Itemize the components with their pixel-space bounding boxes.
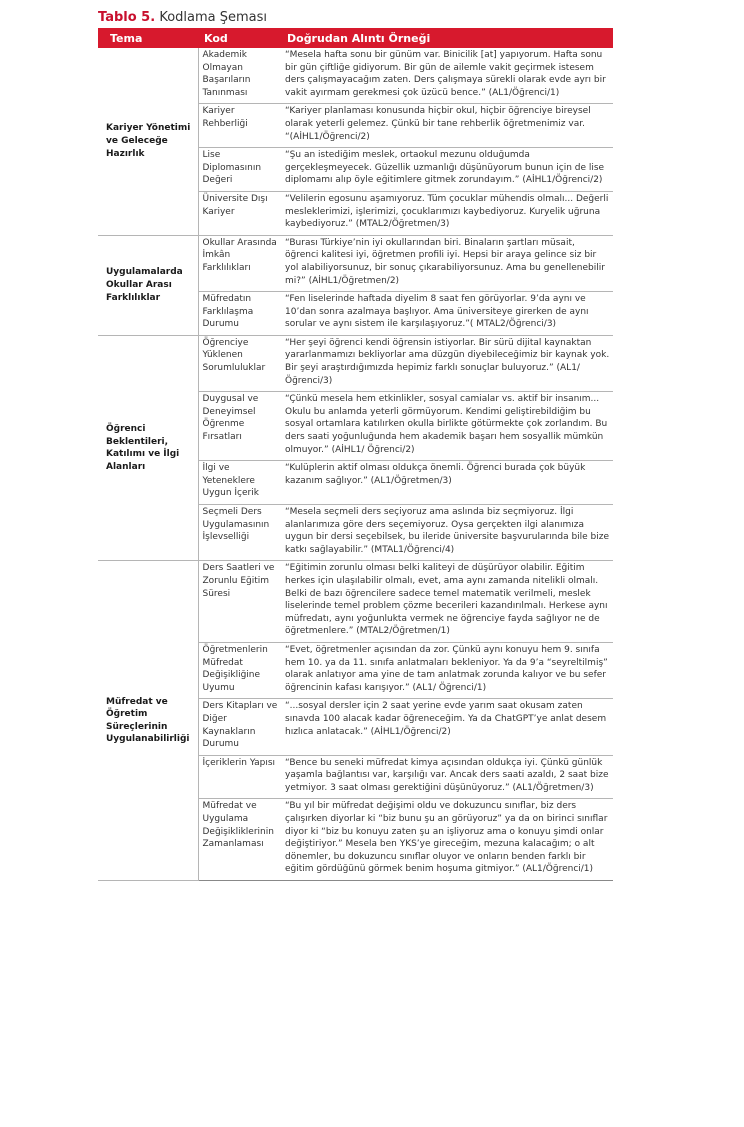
theme-cell: Öğrenci Beklentileri, Katılımı ve İlgi Alanları	[98, 335, 198, 561]
table-caption-title: Kodlama Şeması	[159, 10, 268, 25]
table-caption-label: Tablo 5.	[98, 10, 156, 25]
quote-cell: “Şu an istediğim meslek, ortaokul mezunu olduğumda gerçekleşmeyecek. Güzellik uzmanlığı düşünüyorum bunun için de lise diplomamı alıp öyle eğitimlere gitmek zorundayım.” (AİHL1/Öğrenci/2)	[281, 148, 613, 192]
quote-cell: “Fen liselerinde haftada diyelim 8 saat fen görüyorlar. 9’da aynı ve 10’dan sonra azalmaya başlıyor. Ama üniversiteye girerken de aynı sorular ve aynı sistem ile karşılaşıyoruz.”( MTAL2/Öğrenci/3)	[281, 292, 613, 336]
code-cell: Öğretmenlerin Müfredat Değişikliğine Uyumu	[198, 642, 281, 698]
theme-cell: Kariyer Yönetimi ve Geleceğe Hazırlık	[98, 48, 198, 235]
quote-cell: “Eğitimin zorunlu olması belki kaliteyi de düşürüyor olabilir. Eğitim herkes için ulaşılabilir olmalı, evet, ama aynı zamanda nitelikli olmalı. Belki de bazı öğrencilere sadece temel matematik verilmeli, meslek liselerinde temel problem çözme becerileri kazandırılmalı. Herkese aynı müfredatı, aynı yoğunlukta vermek ne öğrenciye fayda sağlıyor ne de öğretmenlere.” (MTAL2/Öğretmen/1)	[281, 561, 613, 643]
code-cell: Müfredat ve Uygulama Değişikliklerinin Zamanlaması	[198, 799, 281, 881]
table-body	[98, 48, 613, 881]
code-cell: Duygusal ve Deneyimsel Öğrenme Fırsatları	[198, 392, 281, 461]
code-cell: Ders Saatleri ve Zorunlu Eğitim Süresi	[198, 561, 281, 643]
table-row	[98, 335, 613, 391]
header-code: Kod	[198, 28, 281, 48]
code-cell: Kariyer Rehberliği	[198, 104, 281, 148]
quote-cell: “Mesela seçmeli ders seçiyoruz ama aslında biz seçmiyoruz. İlgi alanlarımıza göre ders seçemiyoruz. Oysa gerçekten ilgi alanımıza uygun bir dersi seçebilsek, bu ileride üniversite başvurularında bile bize katkı sağlayabilir.” (MTAL1/Öğrenci/4)	[281, 505, 613, 561]
code-cell: Okullar Arasında İmkân Farklılıkları	[198, 235, 281, 291]
quote-cell: “Burası Türkiye’nin iyi okullarından biri. Binaların şartları müsait, öğrenci kalitesi iyi, öğretmen profili iyi. Hepsi bir araya gelince siz bir yol alabiliyorsunuz, bir sonuç çıkarabiliyorsunuz. Ama bu genellenebilir mi?” (AİHL1/Öğretmen/2)	[281, 235, 613, 291]
table-row	[98, 48, 613, 104]
code-cell: İçeriklerin Yapısı	[198, 755, 281, 799]
quote-cell: “Kariyer planlaması konusunda hiçbir okul, hiçbir öğrenciye bireysel olarak yeterli gelemez. Çünkü bir tane rehberlik öğretmenimiz var. “(AİHL1/Öğrenci/2)	[281, 104, 613, 148]
table-row	[98, 235, 613, 291]
code-cell: Ders Kitapları ve Diğer Kaynakların Durumu	[198, 699, 281, 755]
coding-scheme-table	[98, 28, 613, 881]
table-header	[98, 28, 613, 48]
code-cell: İlgi ve Yeteneklere Uygun İçerik	[198, 461, 281, 505]
header-theme: Tema	[98, 28, 198, 48]
header-quote: Doğrudan Alıntı Örneği	[281, 28, 613, 48]
table-row	[98, 561, 613, 643]
quote-cell: “Çünkü mesela hem etkinlikler, sosyal camialar vs. aktif bir insanım... Okulu bu anlamda yeterli görmüyorum. Kendimi geliştirebildiğim bu sosyal ortamlara katılırken okulla birlikte götürmekte çok zorlandım. Bu ders saati yoğunluğunda hem akademik başarı hem sosyallik mümkün olmuyor.” (AİHL1/ Öğrenci/2)	[281, 392, 613, 461]
code-cell: Öğrenciye Yüklenen Sorumluluklar	[198, 335, 281, 391]
quote-cell: “...sosyal dersler için 2 saat yerine evde yarım saat okusam zaten sınavda 100 alacak kadar öğreneceğim. Ya da ChatGPT’ye anlat desem hızlıca anlatacak.” (AİHL1/Öğrenci/2)	[281, 699, 613, 755]
quote-cell: “Bu yıl bir müfredat değişimi oldu ve dokuzuncu sınıflar, biz ders çalışırken diyorlar ki “biz bunu şu an görüyoruz” ya da on birinci sınıflar diyor ki “biz bu konuyu zaten şu an işliyoruz ama o konuyu şimdi onlar değiştiriyor.” Mesela ben YKS’ye gireceğim, mezuna kalacağım; o alt dönemler, bu dokuzuncu sınıflar oluyor ve onların benden farklı bir eğitim gördüğünü görmek benim hoşuma gitmiyor.” (AL1/Öğrenci/1)	[281, 799, 613, 881]
table-caption	[98, 10, 267, 25]
quote-cell: “Her şeyi öğrenci kendi öğrensin istiyorlar. Bir sürü dijital kaynaktan yararlanmamızı bekliyorlar ama düzgün diyebileceğimiz bir kaynak yok. Bir şeyi araştırdığımızda hepimiz farklı sonuçlar buluyoruz.” (AL1/Öğrenci/3)	[281, 335, 613, 391]
code-cell: Akademik Olmayan Başarıların Tanınması	[198, 48, 281, 104]
code-cell: Seçmeli Ders Uygulamasının İşlevselliği	[198, 505, 281, 561]
code-cell: Üniversite Dışı Kariyer	[198, 191, 281, 235]
quote-cell: “Evet, öğretmenler açısından da zor. Çünkü aynı konuyu hem 9. sınıfa hem 10. ya da 11. sınıfa anlatmaları bekleniyor. Ya da 9’a “seyreltilmiş” olarak anlatıyor ama yine de tam anlatmak zorunda kalıyor ve bu sefer öğrencinin kafası karışıyor.” (AL1/ Öğrenci/1)	[281, 642, 613, 698]
quote-cell: “Bence bu seneki müfredat kimya açısından oldukça iyi. Çünkü günlük yaşamla bağlantısı var, karşılığı var. Ancak ders saati azaldı, 2 saat bize yetmiyor. 3 saat olması gerektiğini düşünüyoruz.” (AL1/Öğretmen/3)	[281, 755, 613, 799]
quote-cell: “Mesela hafta sonu bir günüm var. Binicilik [at] yapıyorum. Hafta sonu bir gün çiftliğe gidiyorum. Bir gün de ailemle vakit geçirmek istesem ders çalışmayacağım zaten. Ders çalışmaya sürekli olarak evde ayrı bir vakit ayırmam gerekmesi çok üzücü bence.” (AL1/Öğrenci/1)	[281, 48, 613, 104]
header-row	[98, 28, 613, 48]
quote-cell: “Velilerin egosunu aşamıyoruz. Tüm çocuklar mühendis olmalı... Değerli mesleklerimizi, işlerimizi, çocuklarımızı kaybediyoruz. Kuryelik uğruna kaybediyoruz.” (MTAL2/Öğretmen/3)	[281, 191, 613, 235]
code-cell: Lise Diplomasının Değeri	[198, 148, 281, 192]
theme-cell: Müfredat ve Öğretim Süreçlerinin Uygulanabilirliği	[98, 561, 198, 881]
code-cell: Müfredatın Farklılaşma Durumu	[198, 292, 281, 336]
theme-cell: Uygulamalarda Okullar Arası Farklılıklar	[98, 235, 198, 335]
quote-cell: “Kulüplerin aktif olması oldukça önemli. Öğrenci burada çok büyük kazanım sağlıyor.” (AL1/Öğretmen/3)	[281, 461, 613, 505]
